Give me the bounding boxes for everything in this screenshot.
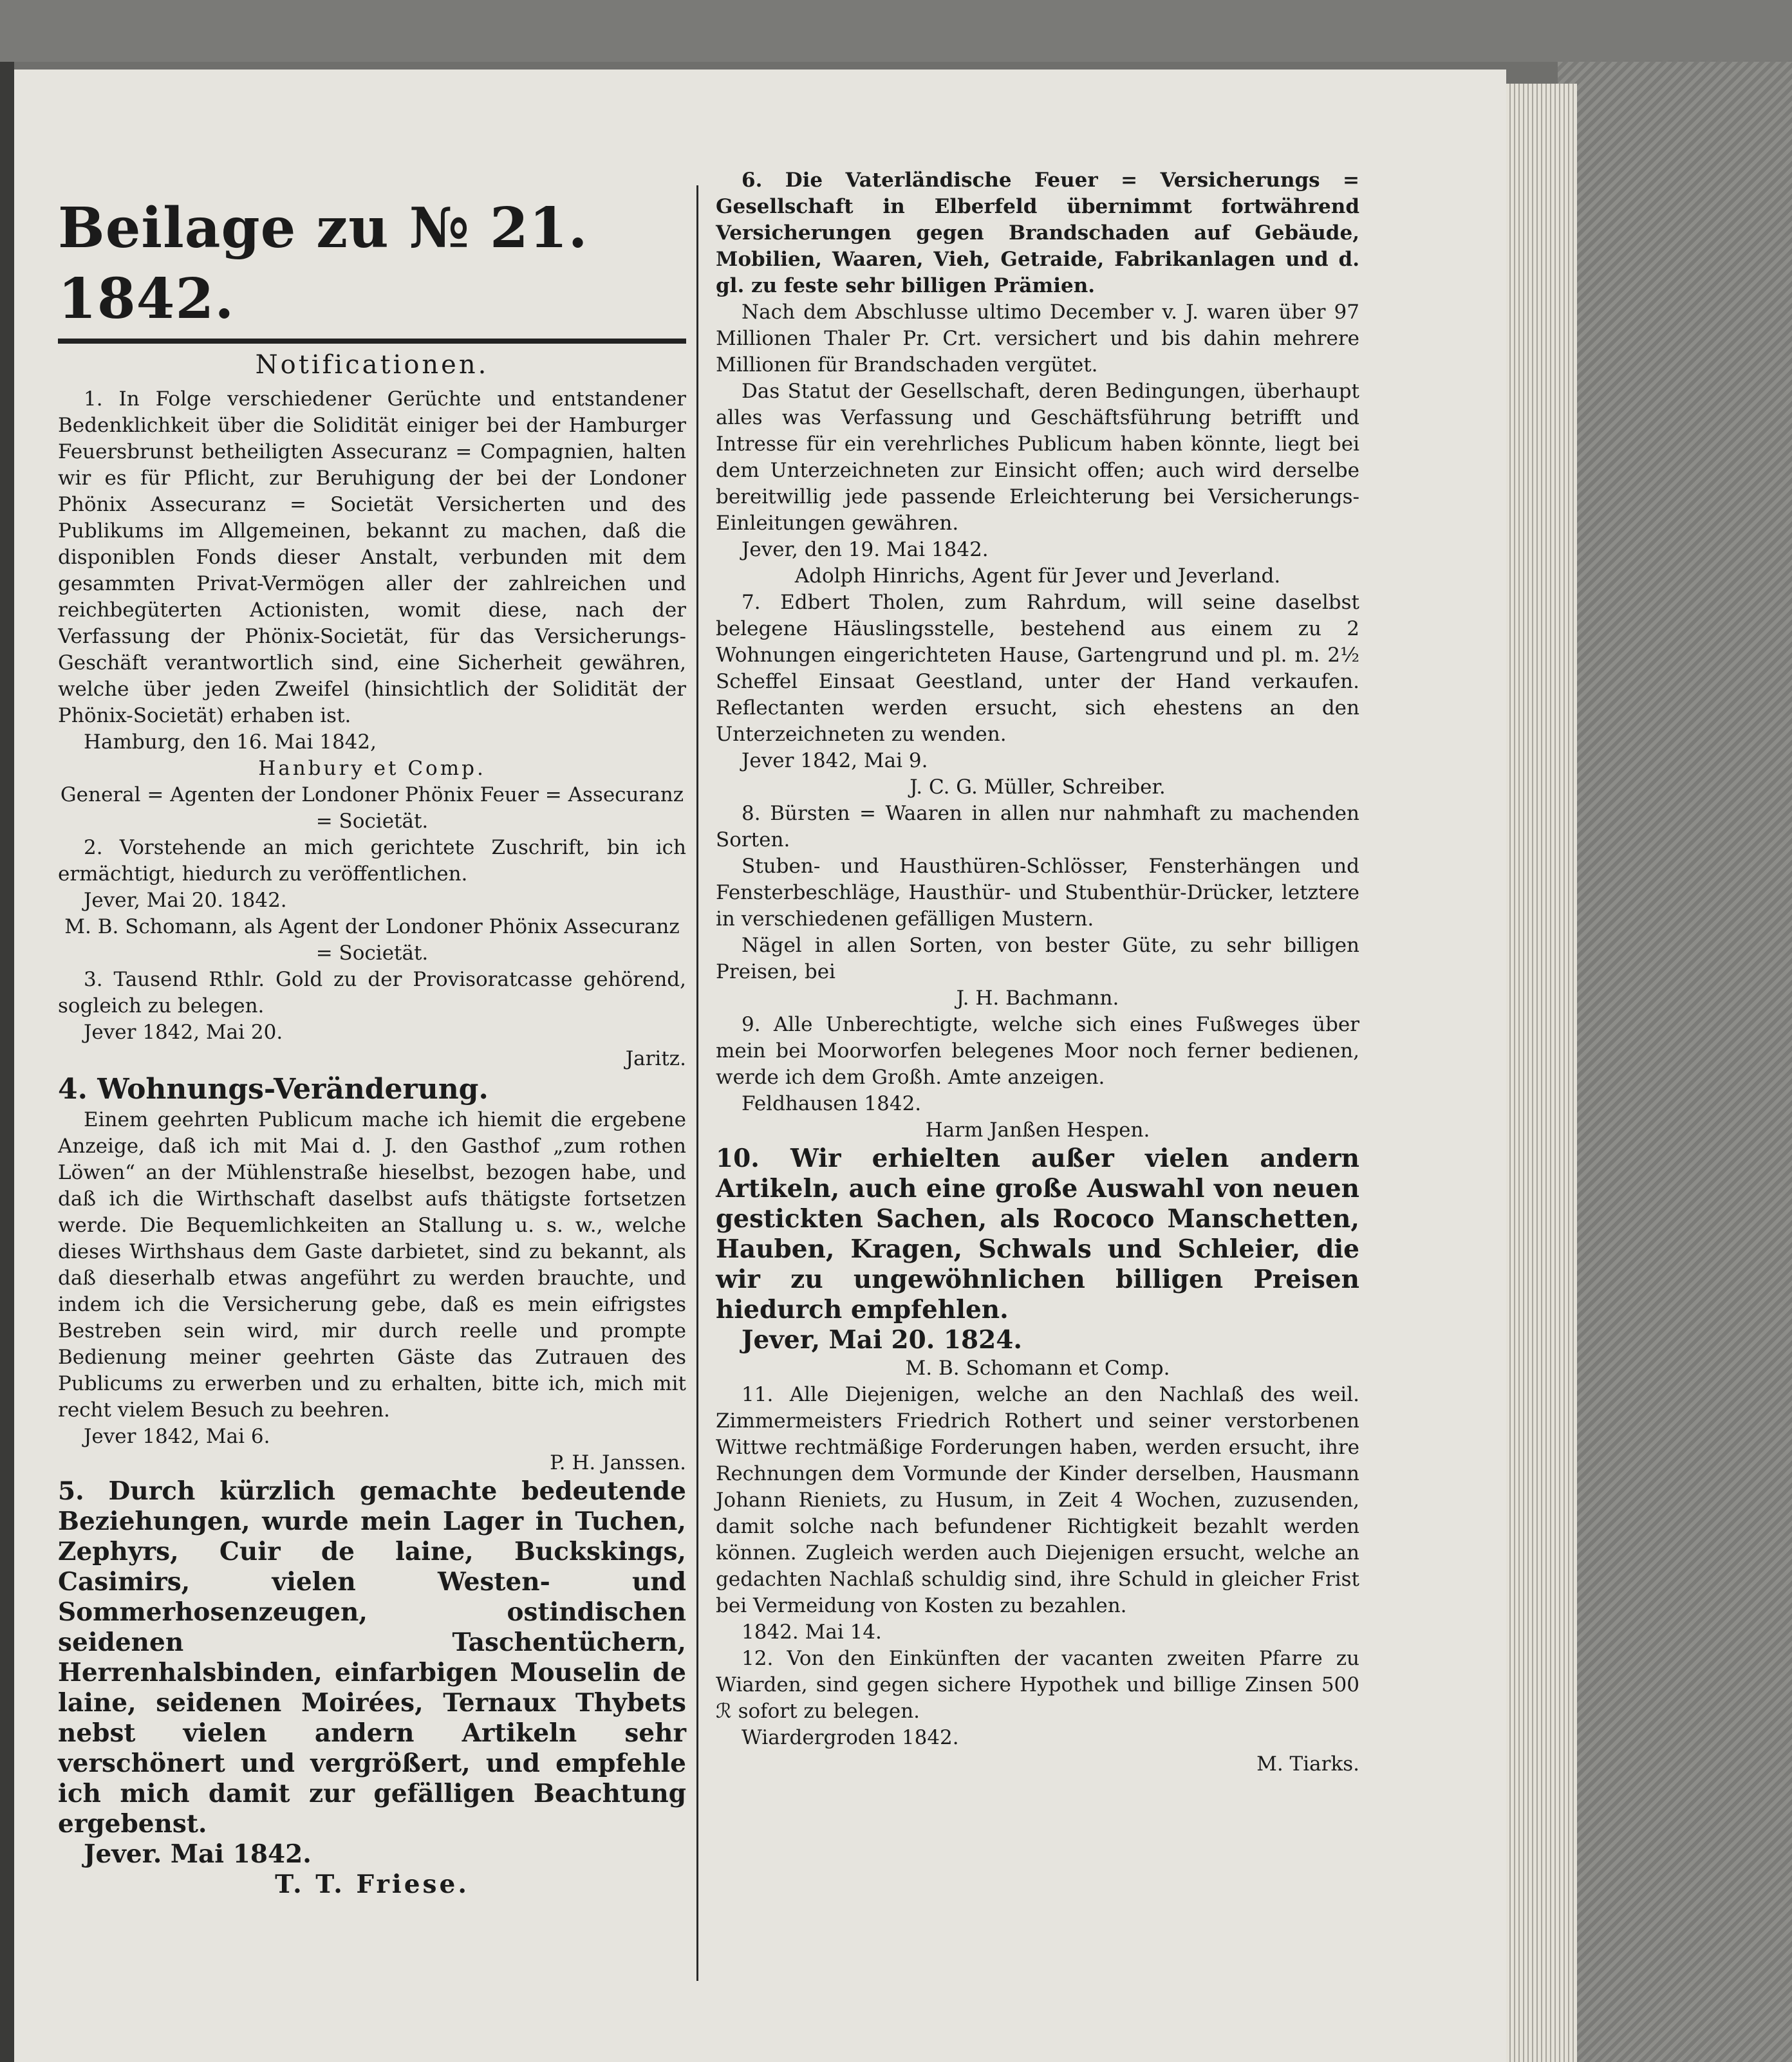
right-column-body bbox=[716, 167, 1359, 1778]
left-paragraph: M. B. Schomann, als Agent der Londoner Phönix Assecuranz = Societät. bbox=[64, 915, 680, 965]
left-paragraph: Jever. Mai 1842. bbox=[84, 1839, 312, 1869]
right-paragraph: J. C. G. Müller, Schreiber. bbox=[910, 776, 1166, 799]
left-paragraph: Einem geehrten Publicum mache ich hiemit die ergebene Anzeige, daß ich mit Mai d. J. den Gasthof „zum rothen Löwen“ an der Mühlenstraße hieselbst, bezogen habe, und daß ich die Wirthschaft daselbst aufs thätigste fortsetzen werde. Die Bequemlichkeiten an Stallung u. s. w., welche dieses Wirthshaus dem Gaste darbietet, sind zu bekannt, als daß dieserhalb etwas angeführt zu werden brauchte, und indem ich die Versicherung gebe, daß es mein eifrigstes Bestreben sein wird, mir durch reelle und prompte Bedienung meiner geehrten Gäste das Zutrauen des Publicums zu erwerben und zu erhalten, bitte ich, mich mit recht vielem Besuch zu beehren. bbox=[58, 1108, 686, 1422]
right-paragraph: 10. Wir erhielten außer vielen andern Artikeln, auch eine große Auswahl von neuen gestickten Sachen, als Rococo Manschetten, Hauben, Kragen, Schwals und Schleier, die wir zu ungewöhnlichen billigen Preisen hiedurch empfehlen. bbox=[716, 1144, 1359, 1324]
right-paragraph: Feldhausen 1842. bbox=[742, 1092, 922, 1115]
left-paragraph: General = Agenten der Londoner Phönix Feuer = Assecuranz = Societät. bbox=[60, 783, 684, 833]
left-paragraph: 4. Wohnungs-Veränderung. bbox=[58, 1073, 489, 1106]
left-paragraph: 1. In Folge verschiedener Gerüchte und entstandener Bedenklichkeit über die Solidität einiger bei der Hamburger Feuersbrunst betheiligten Assecuranz = Compagnien, halten wir es für Pflicht, zur Beruhigung der bei der Londoner Phönix Assecuranz = Societät Versicherten und des Publikums im Allgemeinen, bekannt zu machen, daß die disponiblen Fonds dieser Anstalt, verbunden mit dem gesammten Privat-Vermögen aller der zahlreichen und reichbegüterten Actionisten, womit diese, nach der Verfassung der Phönix-Societät, für das Versicherungs-Geschäft verantwortlich sind, eine Sicherheit gewähren, welche über jeden Zweifel (hinsichtlich der Solidität der Phönix-Societät) erhaben ist. bbox=[58, 387, 686, 727]
left-paragraph: Jever 1842, Mai 20. bbox=[84, 1021, 283, 1044]
right-paragraph: M. Tiarks. bbox=[1256, 1752, 1359, 1776]
book-cover-board bbox=[1558, 62, 1792, 2062]
right-paragraph: 8. Bürsten = Waaren in allen nur nahmhaft zu machenden Sorten. bbox=[716, 802, 1359, 851]
right-paragraph: Jever, den 19. Mai 1842. bbox=[742, 538, 989, 561]
right-column bbox=[716, 167, 1359, 1778]
left-paragraph: Jaritz. bbox=[625, 1047, 686, 1070]
right-paragraph: Nach dem Abschlusse ultimo December v. J. waren über 97 Millionen Thaler Pr. Crt. versichert und bis dahin mehrere Millionen für Brandschaden vergütet. bbox=[716, 301, 1359, 376]
left-paragraph: Jever, Mai 20. 1842. bbox=[84, 889, 287, 912]
book-gutter bbox=[0, 62, 14, 2062]
masthead: Beilage zu № 21. 1842. bbox=[58, 196, 588, 331]
masthead-rule bbox=[58, 339, 686, 344]
right-paragraph: Wiardergroden 1842. bbox=[742, 1726, 959, 1749]
left-paragraph: 2. Vorstehende an mich gerichtete Zuschrift, bin ich ermächtigt, hiedurch zu veröffentlichen. bbox=[58, 836, 686, 886]
right-paragraph: Stuben- und Hausthüren-Schlösser, Fensterhängen und Fensterbeschläge, Hausthür- und Stubenthür-Drücker, letztere in verschiedenen gefälligen Mustern. bbox=[716, 855, 1359, 931]
section-heading: Notificationen. bbox=[255, 350, 489, 380]
left-column bbox=[58, 167, 686, 1900]
newspaper-page bbox=[14, 70, 1506, 2062]
left-paragraph: Jever 1842, Mai 6. bbox=[84, 1425, 270, 1448]
left-paragraph: 3. Tausend Rthlr. Gold zu der Provisoratcasse gehörend, sogleich zu belegen. bbox=[58, 968, 686, 1017]
book-page-edges bbox=[1506, 84, 1577, 2062]
left-paragraph: 5. Durch kürzlich gemachte bedeutende Beziehungen, wurde mein Lager in Tuchen, Zephyrs, Cuir de laine, Buckskings, Casimirs, vielen Westen- und Sommerhosenzeugen, ostindischen seidenen Taschentüchern, Herrenhalsbinden, einfarbigen Mouselin de laine, seidenen Moirées, Ternaux Thybets nebst vielen andern Artikeln sehr verschönert und vergrößert, und empfehle ich mich damit zur gefälligen Beachtung ergebenst. bbox=[58, 1476, 686, 1839]
right-paragraph: Das Statut der Gesellschaft, deren Bedingungen, überhaupt alles was Verfassung und Geschäftsführung betrifft und Intresse für ein verehrliches Publicum haben könnte, liegt bei dem Unterzeichneten zur Einsicht offen; auch wird derselbe bereitwillig jede passende Erleichterung bei Versicherungs-Einleitungen gewähren. bbox=[716, 380, 1359, 535]
right-paragraph: 7. Edbert Tholen, zum Rahrdum, will seine daselbst belegene Häuslingsstelle, bestehend aus einem zu 2 Wohnungen eingerichteten Hause, Gartengrund und pl. m. 2½ Scheffel Einsaat Geestland, unter der Hand verkaufen. Reflectanten werden ersucht, sich ehestens an den Unterzeichneten zu wenden. bbox=[716, 591, 1359, 746]
right-paragraph: J. H. Bachmann. bbox=[956, 987, 1119, 1010]
right-paragraph: Jever 1842, Mai 9. bbox=[742, 749, 928, 772]
left-paragraph: P. H. Janssen. bbox=[550, 1451, 686, 1474]
right-paragraph: 12. Von den Einkünften der vacanten zweiten Pfarre zu Wiarden, sind gegen sichere Hypothek und billige Zinsen 500 ℛ sofort zu belegen. bbox=[716, 1647, 1359, 1723]
right-paragraph: M. B. Schomann et Comp. bbox=[905, 1357, 1170, 1380]
column-divider bbox=[696, 185, 698, 1981]
right-paragraph: 6. Die Vaterländische Feuer = Versicherungs = Gesellschaft in Elberfeld übernimmt fortwährend Versicherungen gegen Brandschaden auf Gebäude, Mobilien, Waaren, Vieh, Getraide, Fabrikanlagen und d. gl. zu feste sehr billigen Prämien. bbox=[716, 169, 1359, 297]
left-column-body bbox=[58, 386, 686, 1900]
right-paragraph: 11. Alle Diejenigen, welche an den Nachlaß des weil. Zimmermeisters Friedrich Rothert und seiner verstorbenen Wittwe rechtmäßige Forderungen haben, werden ersucht, ihre Rechnungen dem Vormunde der Kinder derselben, Hausmann Johann Rieniets, zu Husum, in Zeit 4 Wochen, zuzusenden, damit solche nach befundener Richtigkeit bezahlt werden können. Zugleich werden auch Diejenigen ersucht, welche an gedachten Nachlaß schuldig sind, ihre Schuld in gleicher Frist bei Vermeidung von Kosten zu bezahlen. bbox=[716, 1383, 1359, 1617]
scan-top-edge bbox=[0, 0, 1792, 62]
right-paragraph: Jever, Mai 20. 1824. bbox=[742, 1325, 1022, 1355]
right-paragraph: Nägel in allen Sorten, von bester Güte, zu sehr billigen Preisen, bei bbox=[716, 934, 1359, 983]
left-paragraph: Hanbury et Comp. bbox=[258, 757, 486, 780]
right-paragraph: Adolph Hinrichs, Agent für Jever und Jeverland. bbox=[794, 564, 1281, 588]
right-paragraph: 9. Alle Unberechtigte, welche sich eines Fußweges über mein bei Moorworfen belegenes Moor noch ferner bedienen, werde ich dem Großh. Amte anzeigen. bbox=[716, 1013, 1359, 1089]
left-paragraph: T. T. Friese. bbox=[275, 1870, 469, 1899]
left-paragraph: Hamburg, den 16. Mai 1842, bbox=[84, 730, 377, 754]
right-paragraph: 1842. Mai 14. bbox=[742, 1621, 882, 1644]
right-paragraph: Harm Janßen Hespen. bbox=[925, 1119, 1150, 1142]
